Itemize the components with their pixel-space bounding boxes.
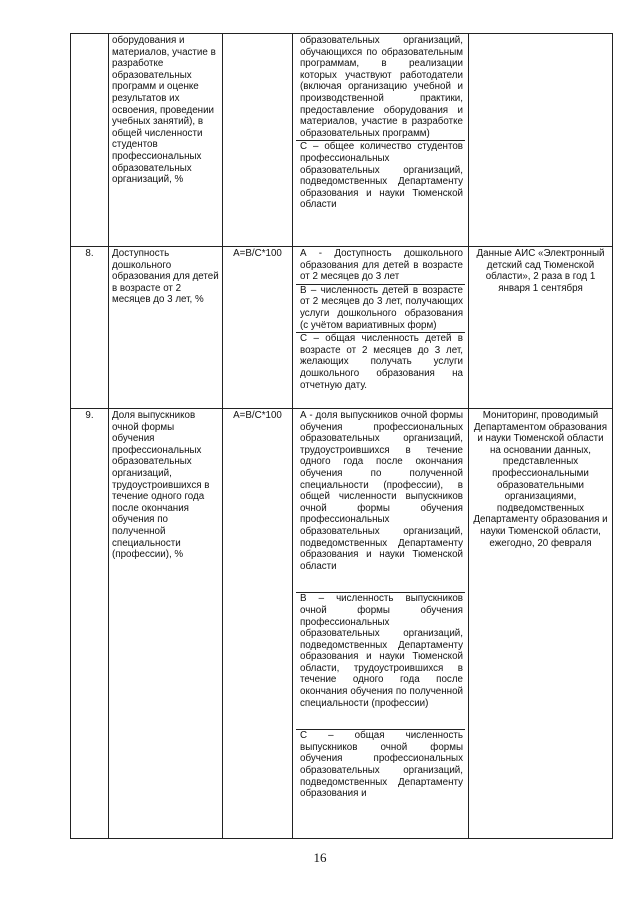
- formula-description: [293, 409, 469, 839]
- formula: [223, 34, 293, 247]
- page-number: 16: [313, 850, 327, 865]
- table-row: [71, 409, 613, 839]
- formula: А=В/С*100: [223, 409, 293, 839]
- data-source: Данные АИС «Электронный детский сад Тюменской области», 2 раза в год 1 января 1 сентября: [469, 247, 613, 409]
- data-source: Мониторинг, проводимый Департаментом образования и науки Тюменской области на основании данных, представленных профессиональными образовательными организациями, подведомственных Департаменту образования и науки Тюменской области, ежегодно, 20 февраля: [469, 409, 613, 839]
- formula-description: [293, 34, 469, 247]
- row-number: [71, 34, 109, 247]
- indicator-name: Доля выпускников очной формы обучения профессиональных образовательных организаций, трудоустроившихся в течение одного года после окончания обучения по полученной специальности (профессии), %: [109, 409, 223, 839]
- formula: А=В/С*100: [223, 247, 293, 409]
- formula-part: А - Доступность дошкольного образования для детей в возрасте от 2 месяцев до 3 лет: [296, 248, 465, 285]
- formula-part: В – численность выпускников очной формы обучения профессиональных образовательных организаций, подведомственных Департаменту образования и науки Тюменской области, трудоустроившихся в течение одного года после окончания обучения по полученной специальности (профессии): [296, 593, 465, 730]
- table-row: [71, 34, 613, 247]
- formula-part: образовательных организаций, обучающихся по образовательным программам, в реализации которых участвуют работодатели (включая организацию учебной и производственной практики, предоставление оборудования и материалов, участие в разработке образовательных программ): [296, 35, 465, 141]
- indicators-table: [70, 33, 613, 839]
- data-source: [469, 34, 613, 247]
- formula-part: С – общая численность выпускников очной формы обучения профессиональных образовательных организаций, подведомственных Департаменту образования и: [300, 730, 463, 800]
- formula-description: [293, 247, 469, 409]
- formula-part: С – общая численность детей в возрасте от 2 месяцев до 3 лет, желающих получать услуги дошкольного образования на отчетную дату.: [300, 333, 463, 391]
- formula-part: А - доля выпускников очной формы обучения профессиональных образовательных организаций, трудоустроившихся в течение одного года после окончания обучения по полученной специальности (профессии), в общей численности выпускников очной формы обучения профессиональных образовательных организаций, подведомственных Департаменту образования и науки Тюменской области: [296, 410, 465, 593]
- indicator-name: Доступность дошкольного образования для детей в возрасте от 2 месяцев до 3 лет, %: [109, 247, 223, 409]
- row-number: 8.: [71, 247, 109, 409]
- table-row: [71, 247, 613, 409]
- indicator-name: оборудования и материалов, участие в разработке образовательных программ и оценке результатов их освоения, проведении учебных занятий), в общей численности студентов профессиональных образовательных организаций, %: [109, 34, 223, 247]
- formula-part: С – общее количество студентов профессиональных образовательных организаций, подведомственных Департаменту образования и науки Тюменской области: [300, 141, 463, 211]
- row-number: 9.: [71, 409, 109, 839]
- formula-part: В – численность детей в возрасте от 2 месяцев до 3 лет, получающих услуги дошкольного образования (с учётом вариативных форм): [296, 285, 465, 333]
